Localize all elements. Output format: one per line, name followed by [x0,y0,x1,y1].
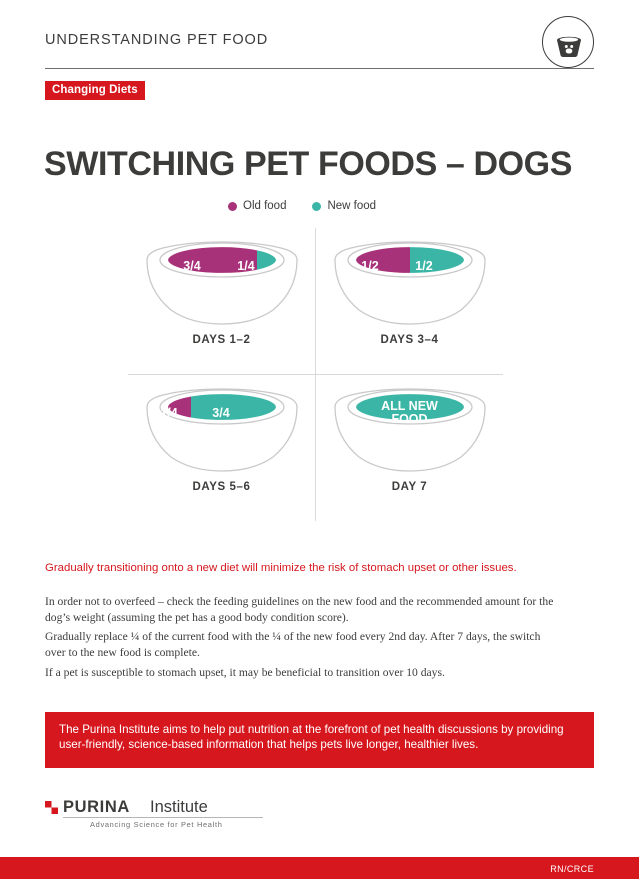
logo-divider [63,817,263,818]
diagram-cell-label: DAYS 1–2 [192,334,251,346]
bowl-graphic [141,234,303,326]
header-title: UNDERSTANDING PET FOOD [45,32,269,48]
diagram-cell-days-3-4 [316,228,503,374]
diagram-cell-days-1-2 [128,228,315,374]
legend-dot-new-food-icon [312,202,321,211]
purina-checkerboard-icon [45,801,58,814]
transition-diagram [128,228,503,540]
diagram-cell-label: DAY 7 [391,481,428,493]
page-title: SWITCHING PET FOODS – DOGS [44,144,572,183]
bowl-graphic [329,234,491,326]
header-divider [45,68,594,69]
bowl-fraction-new: 1/2 [415,259,433,273]
bowl-fraction-new: 1/4 [237,259,255,273]
logo-brand: PURINA [63,798,130,816]
diagram-cell-day-7 [316,375,503,521]
legend-dot-old-food-icon [228,202,237,211]
logo-tagline: Advancing Science for Pet Health [90,820,223,829]
pet-food-bowl-icon [542,16,594,68]
body-paragraph-2: Gradually replace ¼ of the current food with the ¼ of the new food every 2nd day. After 7 days, the switch over to the new food is complete. [45,630,541,660]
diagram-cell-label: DAYS 5–6 [192,481,251,493]
bowl-fraction-old: 3/4 [183,259,201,273]
diagram-cell-label: DAYS 3–4 [380,334,439,346]
chart-legend [228,200,376,212]
lead-paragraph: Gradually transitioning onto a new diet will minimize the risk of stomach upset or other issues. [45,562,517,574]
bowl-illustration [329,381,491,473]
bowl-glyph [554,29,584,59]
legend-item-old-food [228,200,286,212]
body-paragraph-3: If a pet is susceptible to stomach upset, it may be beneficial to transition over 10 days. [45,666,445,679]
footer-code: RN/CRCE [550,864,594,874]
bowl-illustration [141,234,303,326]
legend-item-new-food [312,200,376,212]
bowl-graphic [329,381,491,473]
body-paragraph-1: In order not to overfeed – check the feeding guidelines on the new food and the recommended amount for the dog’s weight (assuming the pet has a good body condition score). [45,595,554,625]
bowl-graphic [141,381,303,473]
bowl-illustration [141,381,303,473]
mission-callout: The Purina Institute aims to help put nutrition at the forefront of pet health discussions by providing user-friendly, science-based information that helps pets live longer, healthier lives. [45,712,594,768]
diagram-cell-days-5-6 [128,375,315,521]
status-badge: Changing Diets [45,81,145,100]
bowl-fraction-new: ALL NEW FOOD [381,399,438,427]
page-header [45,16,594,66]
logo-sub-brand: Institute [150,798,208,816]
footer-bar [0,857,639,879]
legend-label-new-food: New food [327,200,377,212]
bowl-illustration [329,234,491,326]
purina-institute-logo [45,798,275,838]
bowl-fraction-new: 3/4 [212,406,230,420]
bowl-fraction-old: 1/4 [160,406,178,420]
legend-label-old-food: Old food [243,200,287,212]
bowl-fraction-old: 1/2 [361,259,379,273]
